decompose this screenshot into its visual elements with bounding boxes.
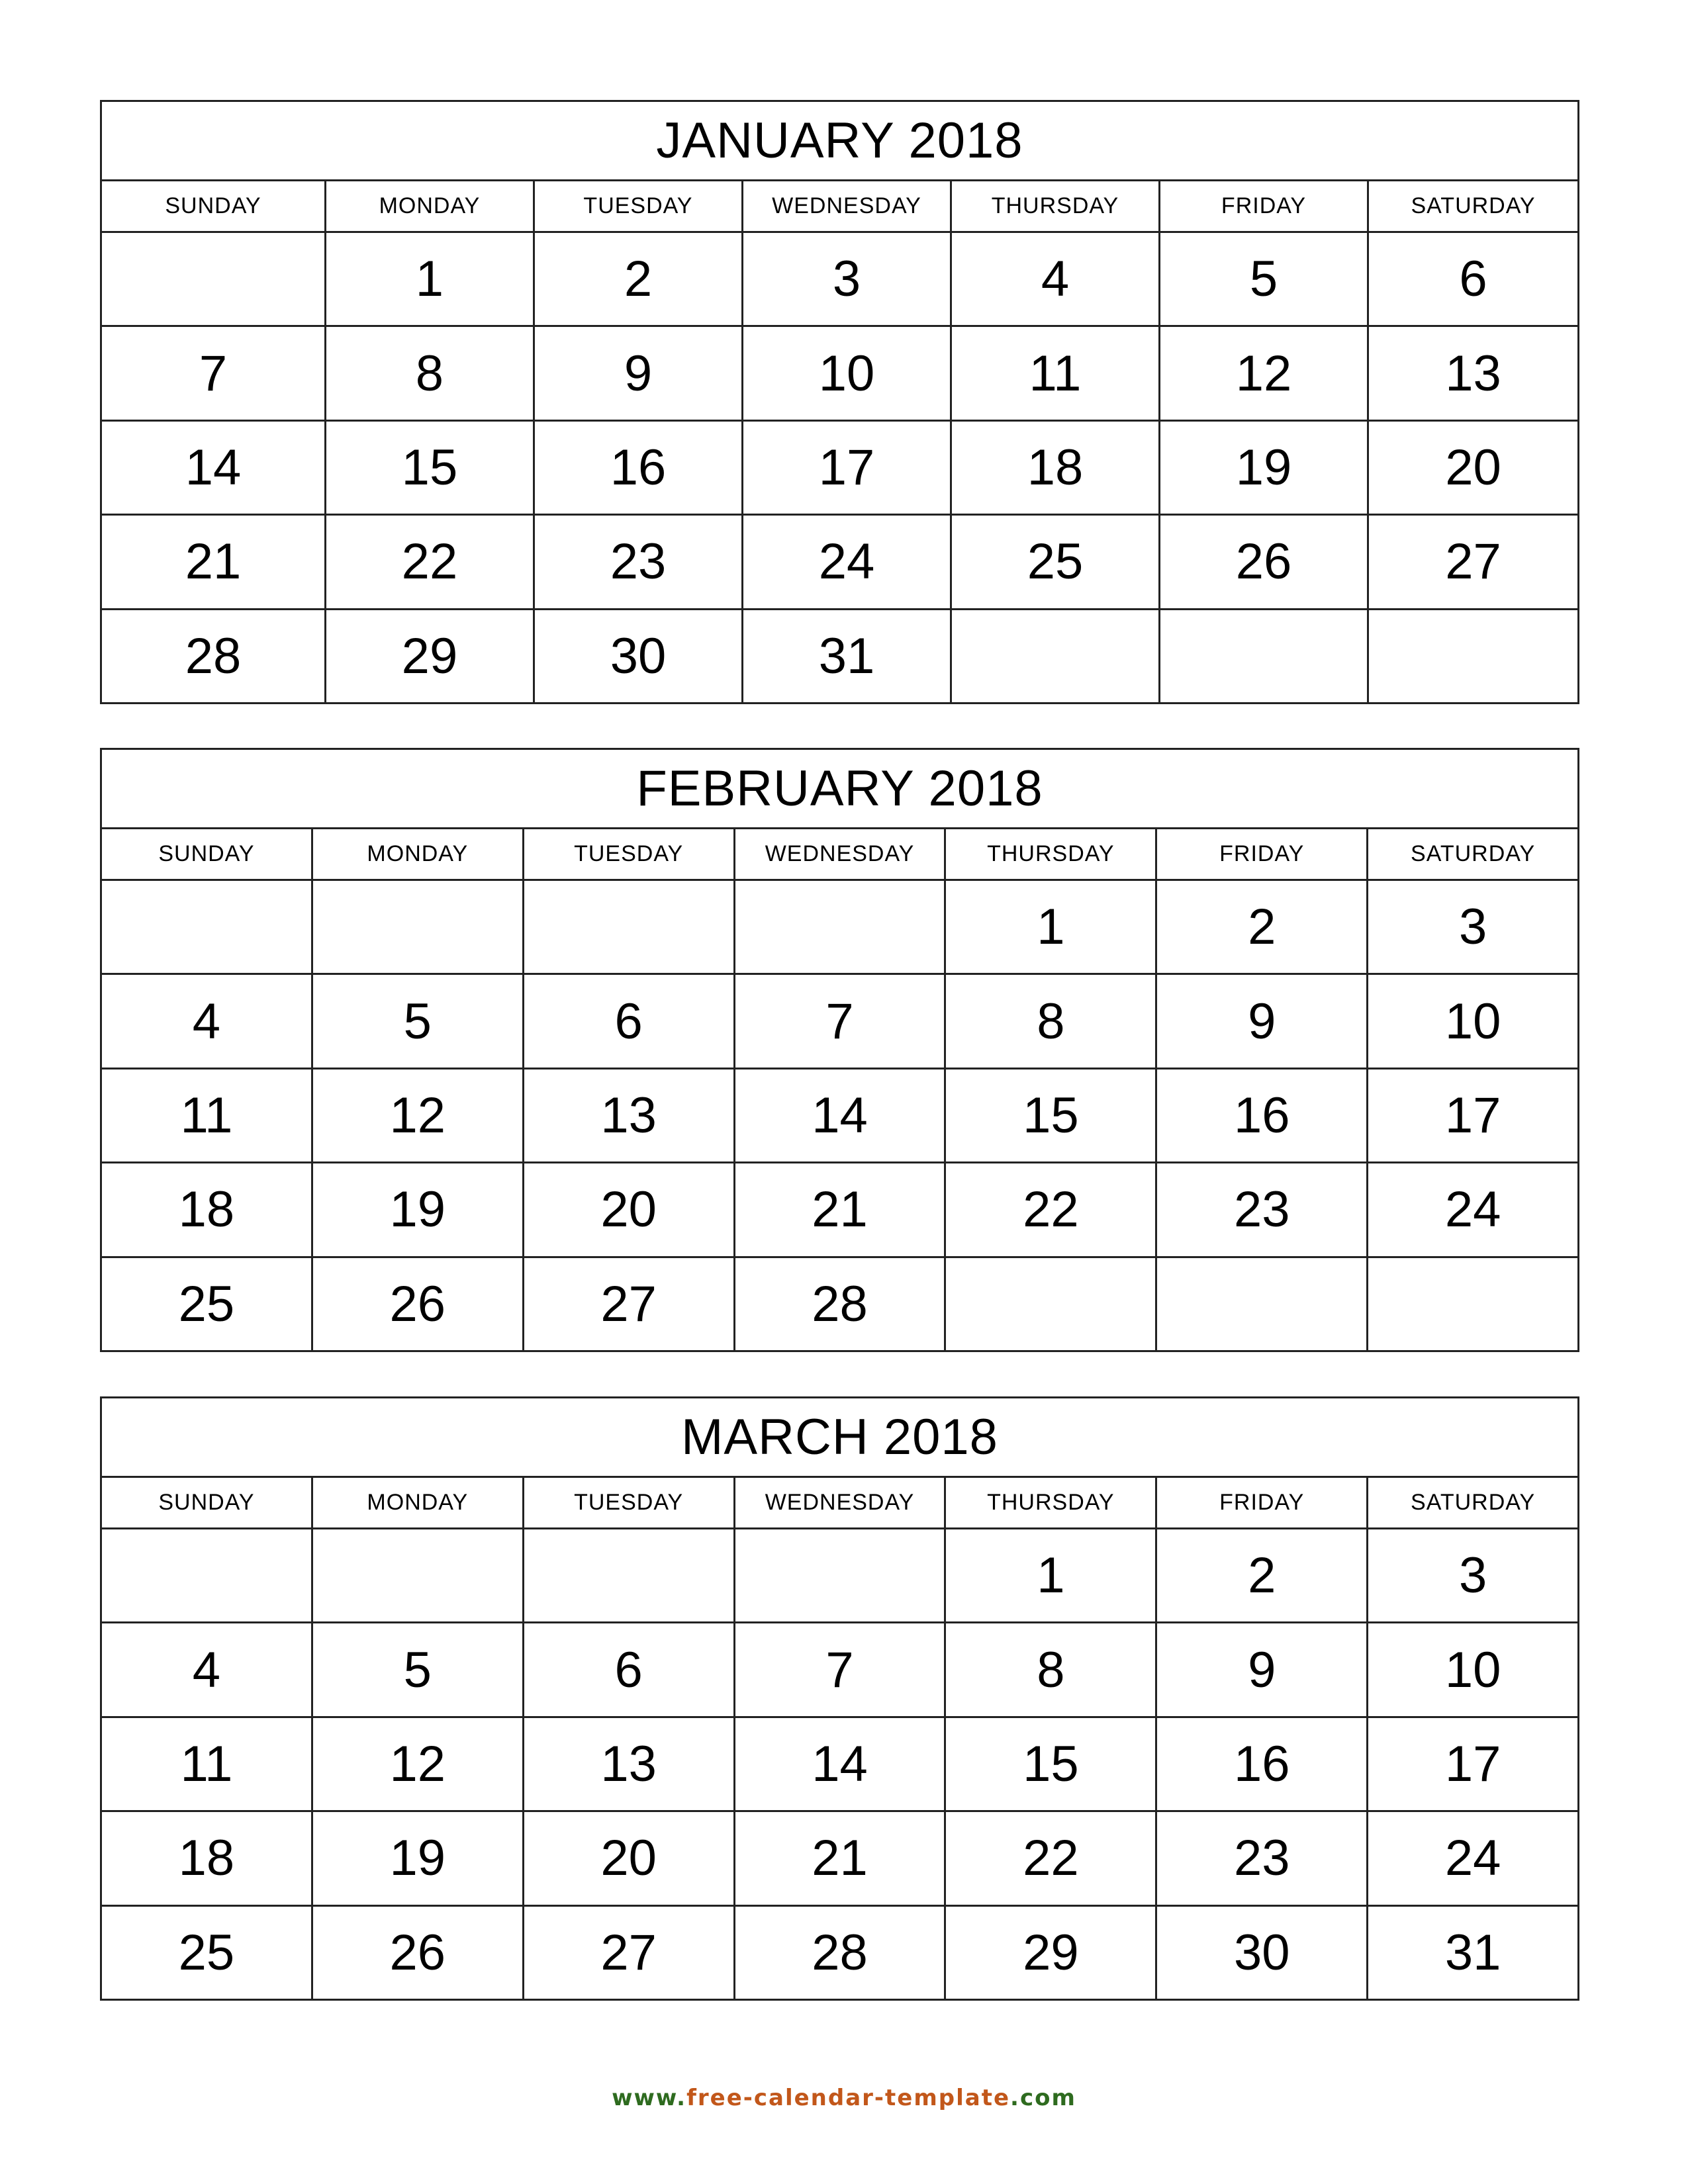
day-cell: 23: [1157, 1812, 1368, 1904]
weekday-label: THURSDAY: [946, 829, 1157, 879]
day-cell: [1369, 610, 1577, 702]
day-cell: [102, 1529, 313, 1621]
day-cell: [1368, 1258, 1577, 1350]
day-cell: 3: [743, 233, 952, 325]
day-cell: 25: [952, 516, 1160, 608]
day-cell: 17: [1444, 1087, 1501, 1144]
footer-website-link[interactable]: [0, 2085, 1688, 2111]
day-cell: 21: [735, 1812, 947, 1904]
day-cell: 9: [1157, 975, 1368, 1067]
day-cell: 11: [952, 327, 1160, 419]
day-cell: 12: [313, 1718, 524, 1810]
day-cell: [946, 1258, 1157, 1350]
day-cell: 4: [102, 975, 313, 1067]
week-row: [102, 1907, 1577, 1999]
day-cell: 8: [946, 1623, 1157, 1715]
day-cell: 27: [524, 1258, 735, 1350]
day-cell: 17: [1444, 1736, 1501, 1793]
weekday-label: TUESDAY: [535, 181, 743, 231]
day-cell: 10: [1444, 1641, 1501, 1698]
day-cell: 5: [313, 1623, 524, 1715]
day-cell: 23: [1157, 1163, 1368, 1255]
week-row: [102, 881, 1577, 975]
day-cell: 13: [1445, 345, 1501, 402]
day-cell: 9: [1157, 1623, 1368, 1715]
day-cell: 3: [1458, 1547, 1487, 1604]
day-cell: 24: [1444, 1830, 1501, 1887]
month-january: [100, 100, 1579, 704]
month-title: JANUARY 2018: [102, 102, 1577, 181]
day-cell: 14: [735, 1718, 947, 1810]
day-cell: 26: [1160, 516, 1369, 608]
day-cell: 27: [1445, 533, 1501, 590]
footer-url-prefix: www.: [612, 2085, 687, 2111]
week-row: [102, 1623, 1577, 1717]
day-cell: 12: [313, 1069, 524, 1161]
day-cell: 7: [735, 975, 947, 1067]
day-cell: 6: [524, 975, 735, 1067]
day-cell: 14: [735, 1069, 947, 1161]
week-row: [102, 422, 1577, 516]
day-cell: [735, 881, 947, 973]
day-cell: 2: [1157, 1529, 1368, 1621]
day-cell: 3: [1458, 899, 1487, 956]
day-cell: 29: [946, 1907, 1157, 1999]
weekday-label: MONDAY: [313, 829, 524, 879]
day-cell: 23: [535, 516, 743, 608]
week-row: [102, 1163, 1577, 1257]
day-cell: 30: [535, 610, 743, 702]
day-cell: 18: [102, 1163, 313, 1255]
day-cell: 2: [1157, 881, 1368, 973]
week-row: [102, 1258, 1577, 1350]
weekday-label: SUNDAY: [102, 181, 326, 231]
weekday-label: FRIDAY: [1160, 181, 1369, 231]
day-cell: 20: [524, 1163, 735, 1255]
day-cell: 11: [102, 1069, 313, 1161]
day-cell: 7: [102, 327, 326, 419]
day-cell: 29: [326, 610, 535, 702]
weekday-label: WEDNESDAY: [743, 181, 952, 231]
day-cell: 2: [535, 233, 743, 325]
weekday-label: THURSDAY: [946, 1478, 1157, 1527]
day-cell: 25: [102, 1907, 313, 1999]
footer-url-domain: free-calendar-template: [686, 2085, 1011, 2111]
weekday-label: SUNDAY: [102, 1478, 313, 1527]
day-cell: 24: [743, 516, 952, 608]
day-cell: 22: [946, 1163, 1157, 1255]
day-cell: 19: [313, 1812, 524, 1904]
week-row: [102, 516, 1577, 610]
month-title: FEBRUARY 2018: [102, 750, 1577, 829]
day-cell: 16: [535, 422, 743, 514]
weekday-label: TUESDAY: [524, 829, 735, 879]
weekday-label: SATURDAY: [1411, 841, 1536, 866]
day-cell: 8: [946, 975, 1157, 1067]
week-row: [102, 1718, 1577, 1812]
day-cell: 20: [1445, 439, 1501, 496]
month-march: [100, 1396, 1579, 2001]
day-cell: 26: [313, 1907, 524, 1999]
day-cell: 4: [102, 1623, 313, 1715]
day-cell: 22: [326, 516, 535, 608]
week-row: [102, 1529, 1577, 1623]
day-cell: 16: [1157, 1069, 1368, 1161]
day-cell: 1: [946, 1529, 1157, 1621]
day-cell: 15: [326, 422, 535, 514]
month-february: [100, 748, 1579, 1352]
week-row: [102, 610, 1577, 702]
day-cell: 7: [735, 1623, 947, 1715]
day-cell: 5: [1160, 233, 1369, 325]
day-cell: [1157, 1258, 1368, 1350]
day-cell: 11: [102, 1718, 313, 1810]
day-cell: 10: [743, 327, 952, 419]
day-cell: [313, 881, 524, 973]
day-cell: 15: [946, 1718, 1157, 1810]
day-cell: 21: [735, 1163, 947, 1255]
weekday-header-row: [102, 1478, 1577, 1529]
day-cell: [524, 1529, 735, 1621]
day-cell: 6: [1459, 251, 1487, 308]
day-cell: 18: [952, 422, 1160, 514]
weekday-header-row: [102, 181, 1577, 233]
weekday-label: FRIDAY: [1157, 829, 1368, 879]
weekday-label: SATURDAY: [1411, 193, 1536, 218]
day-cell: 5: [313, 975, 524, 1067]
day-cell: 28: [735, 1907, 947, 1999]
day-cell: [313, 1529, 524, 1621]
day-cell: 28: [735, 1258, 947, 1350]
weekday-label: TUESDAY: [524, 1478, 735, 1527]
day-cell: 16: [1157, 1718, 1368, 1810]
day-cell: 19: [1160, 422, 1369, 514]
day-cell: 22: [946, 1812, 1157, 1904]
day-cell: 6: [524, 1623, 735, 1715]
weekday-label: MONDAY: [326, 181, 535, 231]
weekday-label: WEDNESDAY: [735, 829, 947, 879]
day-cell: [102, 233, 326, 325]
footer-url-suffix: .com: [1010, 2085, 1076, 2111]
weekday-label: MONDAY: [313, 1478, 524, 1527]
week-row: [102, 1069, 1577, 1163]
day-cell: 25: [102, 1258, 313, 1350]
day-cell: [524, 881, 735, 973]
weekday-label: FRIDAY: [1157, 1478, 1368, 1527]
day-cell: 13: [524, 1069, 735, 1161]
weekday-label: WEDNESDAY: [735, 1478, 947, 1527]
weekday-label: SUNDAY: [102, 829, 313, 879]
day-cell: [952, 610, 1160, 702]
day-cell: 20: [524, 1812, 735, 1904]
day-cell: [735, 1529, 947, 1621]
day-cell: 31: [1444, 1924, 1501, 1981]
day-cell: [102, 881, 313, 973]
day-cell: 1: [946, 881, 1157, 973]
day-cell: 24: [1444, 1181, 1501, 1238]
weekday-header-row: [102, 829, 1577, 881]
weekday-label: SATURDAY: [1411, 1490, 1536, 1515]
day-cell: 14: [102, 422, 326, 514]
day-cell: 27: [524, 1907, 735, 1999]
day-cell: 26: [313, 1258, 524, 1350]
day-cell: 8: [326, 327, 535, 419]
day-cell: 19: [313, 1163, 524, 1255]
weekday-label: THURSDAY: [952, 181, 1160, 231]
day-cell: 9: [535, 327, 743, 419]
day-cell: 18: [102, 1812, 313, 1904]
day-cell: 30: [1157, 1907, 1368, 1999]
day-cell: 13: [524, 1718, 735, 1810]
week-row: [102, 1812, 1577, 1906]
day-cell: 10: [1444, 993, 1501, 1050]
day-cell: 31: [743, 610, 952, 702]
day-cell: 1: [326, 233, 535, 325]
day-cell: [1160, 610, 1369, 702]
day-cell: 12: [1160, 327, 1369, 419]
day-cell: 4: [952, 233, 1160, 325]
month-title: MARCH 2018: [102, 1398, 1577, 1478]
day-cell: 28: [102, 610, 326, 702]
week-row: [102, 233, 1577, 327]
day-cell: 17: [743, 422, 952, 514]
day-cell: 21: [102, 516, 326, 608]
week-row: [102, 327, 1577, 421]
week-row: [102, 975, 1577, 1069]
day-cell: 15: [946, 1069, 1157, 1161]
